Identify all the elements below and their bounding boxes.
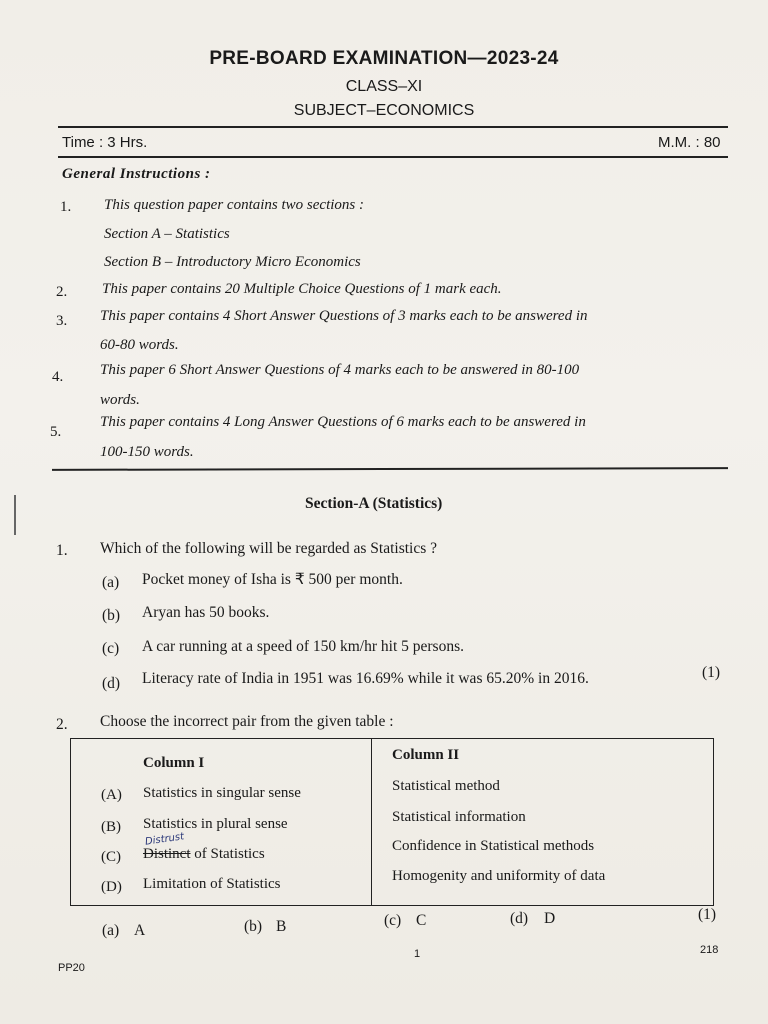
instruction-line: 100-150 words. <box>100 444 194 460</box>
instruction-line: This paper 6 Short Answer Questions of 4 marks each to be answered in 80-100 <box>100 362 580 378</box>
column-1-rest: of Statistics <box>190 846 265 862</box>
option-label: (b) <box>244 918 263 935</box>
paper-number: 218 <box>700 944 719 956</box>
column-2-header: Column II <box>392 747 460 763</box>
instruction-number: 3. <box>56 313 68 329</box>
row-label: (C) <box>101 849 121 865</box>
option-label: (a) <box>102 922 120 939</box>
exam-title: PRE-BOARD EXAMINATION—2023-24 <box>209 48 559 69</box>
option-text: Aryan has 50 books. <box>142 604 270 621</box>
option-text: D <box>544 910 556 927</box>
column-1-cell <box>71 739 372 906</box>
max-marks: M.M. : 80 <box>658 134 721 151</box>
column-1-value <box>143 846 265 863</box>
column-1-value: Statistics in plural sense <box>143 816 288 832</box>
option-text: C <box>416 912 427 929</box>
column-2-value: Statistical method <box>392 778 500 794</box>
column-2-value: Homogenity and uniformity of data <box>392 868 606 884</box>
column-1-header: Column I <box>143 755 205 771</box>
instruction-line: words. <box>100 392 140 408</box>
row-label: (B) <box>101 819 121 835</box>
section-title: Section-A (Statistics) <box>305 495 443 512</box>
question-text: Choose the incorrect pair from the given table : <box>100 713 394 730</box>
instruction-line: This paper contains 4 Short Answer Questions of 3 marks each to be answered in <box>100 308 588 324</box>
struck-word: Distinct <box>143 846 191 862</box>
question-number: 2. <box>56 716 68 733</box>
instruction-number: 4. <box>52 369 64 385</box>
column-1-value: Statistics in singular sense <box>143 785 301 801</box>
instruction-line: This paper contains 20 Multiple Choice Questions of 1 mark each. <box>102 281 502 297</box>
question-text: Which of the following will be regarded as Statistics ? <box>100 540 438 557</box>
instruction-line: This paper contains 4 Long Answer Questions of 6 marks each to be answered in <box>100 414 586 430</box>
column-2-value: Confidence in Statistical methods <box>392 838 595 854</box>
row-label: (D) <box>101 879 122 895</box>
question-number: 1. <box>56 542 68 559</box>
column-table <box>70 738 714 906</box>
divider <box>58 126 728 128</box>
class-label: CLASS–XI <box>345 78 423 95</box>
option-text: A <box>134 922 146 939</box>
instruction-line: 60-80 words. <box>100 337 179 353</box>
instruction-line: Section B – Introductory Micro Economics <box>104 254 361 270</box>
page-number: 1 <box>414 948 421 960</box>
marks: (1) <box>702 664 721 681</box>
time-label: Time : 3 Hrs. <box>62 134 148 151</box>
column-2-value: Statistical information <box>392 809 526 825</box>
option-text: Literacy rate of India in 1951 was 16.69% while it was 65.20% in 2016. <box>142 670 589 687</box>
divider <box>52 467 728 471</box>
option-label: (c) <box>102 640 120 657</box>
option-text: A car running at a speed of 150 km/hr hit 5 persons. <box>142 638 464 655</box>
divider <box>58 156 728 158</box>
option-label: (b) <box>102 607 121 624</box>
paper-code: PP20 <box>58 962 85 974</box>
instruction-number: 1. <box>60 199 72 215</box>
option-label: (c) <box>384 912 402 929</box>
marks: (1) <box>698 906 717 923</box>
subject-label: SUBJECT–ECONOMICS <box>293 102 475 119</box>
option-label: (a) <box>102 574 120 591</box>
option-label: (d) <box>102 675 121 692</box>
option-text: Pocket money of Isha is ₹ 500 per month. <box>142 571 403 588</box>
option-text: B <box>276 918 287 935</box>
instructions-heading: General Instructions : <box>62 166 211 182</box>
instruction-line: Section A – Statistics <box>104 226 230 242</box>
instruction-number: 2. <box>56 284 68 300</box>
column-2-cell <box>372 739 714 906</box>
row-label: (A) <box>101 787 122 803</box>
handwritten-correction: Distrust <box>144 831 185 848</box>
column-1-value: Limitation of Statistics <box>143 876 281 892</box>
instruction-line: This question paper contains two sections : <box>104 197 364 213</box>
instruction-number: 5. <box>50 424 62 440</box>
option-label: (d) <box>510 910 529 927</box>
margin-mark <box>14 495 16 535</box>
